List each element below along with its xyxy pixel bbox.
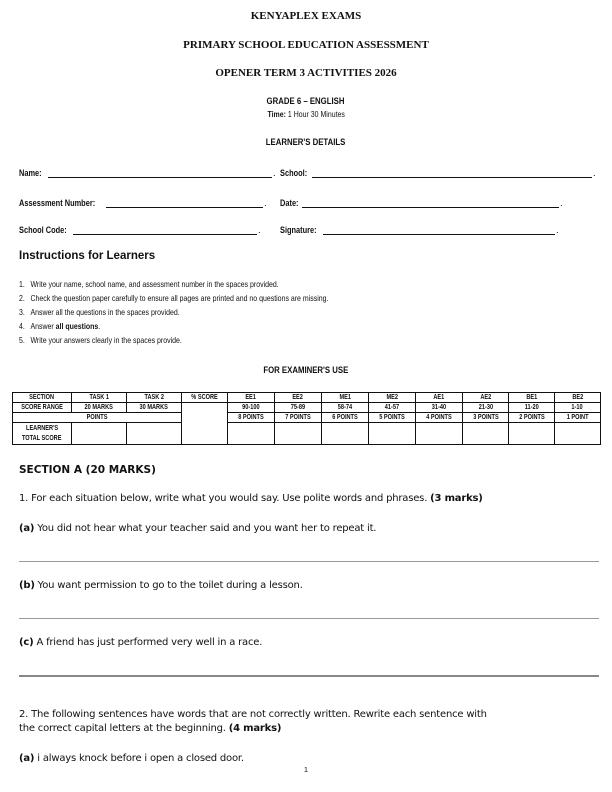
question-1: 1. For each situation below, write what you would say. Use polite words and phrases. (3 marks) bbox=[19, 493, 483, 504]
school-code-label: School Code: bbox=[19, 225, 67, 236]
name-field[interactable] bbox=[48, 177, 272, 178]
instruction-item: 1. Write your name, school name, and assessment number in the spaces provided. bbox=[19, 279, 279, 289]
instruction-item: 3. Answer all the questions in the spaces provided. bbox=[19, 307, 180, 317]
date-field-dot: . bbox=[560, 198, 563, 209]
name-field-label: Name: bbox=[19, 168, 42, 179]
percent-score-cell[interactable] bbox=[182, 403, 228, 445]
school-field-dot: . bbox=[593, 168, 596, 179]
question-1a: (a) You did not hear what your teacher said and you want her to repeat it. bbox=[19, 523, 377, 534]
instruction-item: 2. Check the question paper carefully to ensure all pages are printed and no questions are missing. bbox=[19, 293, 329, 303]
table-row: SECTION TASK 1 TASK 2 % SCORE EE1 EE2 ME1 ME2 AE1 AE2 BE1 BE2 bbox=[13, 393, 601, 403]
school-code-field[interactable] bbox=[73, 234, 257, 235]
assessment-number-dot: . bbox=[264, 198, 267, 209]
question-1c: (c) A friend has just performed very well in a race. bbox=[19, 637, 263, 648]
date-field[interactable] bbox=[302, 207, 559, 208]
signature-dot: . bbox=[556, 225, 559, 236]
section-a-title: SECTION A (20 MARKS) bbox=[19, 464, 156, 476]
question-2-line1: 2. The following sentences have words that are not correctly written. Rewrite each sentence with bbox=[19, 709, 487, 720]
question-2a: (a) i always knock before i open a closed door. bbox=[19, 753, 244, 764]
examiner-score-table bbox=[12, 392, 601, 445]
table-row: LEARNER'S TOTAL SCORE bbox=[13, 423, 601, 445]
assessment-number-field[interactable] bbox=[106, 207, 263, 208]
term-title: OPENER TERM 3 ACTIVITIES 2026 bbox=[215, 67, 397, 79]
school-field-label: School: bbox=[280, 168, 308, 179]
learner-details-title: LEARNER'S DETAILS bbox=[266, 137, 346, 148]
date-field-label: Date: bbox=[280, 198, 299, 209]
signature-field[interactable] bbox=[323, 234, 555, 235]
assessment-number-label: Assessment Number: bbox=[19, 198, 96, 209]
exam-time: Time: 1 Hour 30 Minutes bbox=[267, 109, 345, 119]
answer-line-1b[interactable] bbox=[19, 618, 599, 619]
school-field[interactable] bbox=[312, 177, 592, 178]
table-row: SCORE RANGE 20 MARKS 30 MARKS 90-100 75-89 58-74 41-57 31-40 21-30 11-20 1-10 bbox=[13, 403, 601, 413]
page-number: 1 bbox=[303, 765, 309, 774]
question-2-line2: the correct capital letters at the beginning. (4 marks) bbox=[19, 723, 282, 734]
table-row: POINTS 8 POINTS 7 POINTS 6 POINTS 5 POINTS 4 POINTS 3 POINTS 2 POINTS 1 POINT bbox=[13, 413, 601, 423]
exam-org-title: KENYAPLEX EXAMS bbox=[250, 10, 362, 22]
answer-line-1c[interactable] bbox=[19, 675, 599, 677]
assessment-title: PRIMARY SCHOOL EDUCATION ASSESSMENT bbox=[183, 39, 429, 51]
task2-score-cell[interactable] bbox=[127, 423, 182, 445]
school-code-dot: . bbox=[258, 225, 261, 236]
grade-subject: GRADE 6 – ENGLISH bbox=[267, 96, 345, 107]
examiner-title: FOR EXAMINER'S USE bbox=[263, 365, 349, 376]
instruction-item: 5. Write your answers clearly in the spaces provide. bbox=[19, 335, 182, 345]
question-1b: (b) You want permission to go to the toilet during a lesson. bbox=[19, 580, 303, 591]
signature-label: Signature: bbox=[280, 225, 317, 236]
answer-line-1a[interactable] bbox=[19, 561, 599, 562]
instructions-title: Instructions for Learners bbox=[19, 250, 156, 262]
task1-score-cell[interactable] bbox=[72, 423, 127, 445]
name-field-dot: . bbox=[273, 168, 276, 179]
instruction-item: 4. Answer all questions. bbox=[19, 321, 101, 331]
